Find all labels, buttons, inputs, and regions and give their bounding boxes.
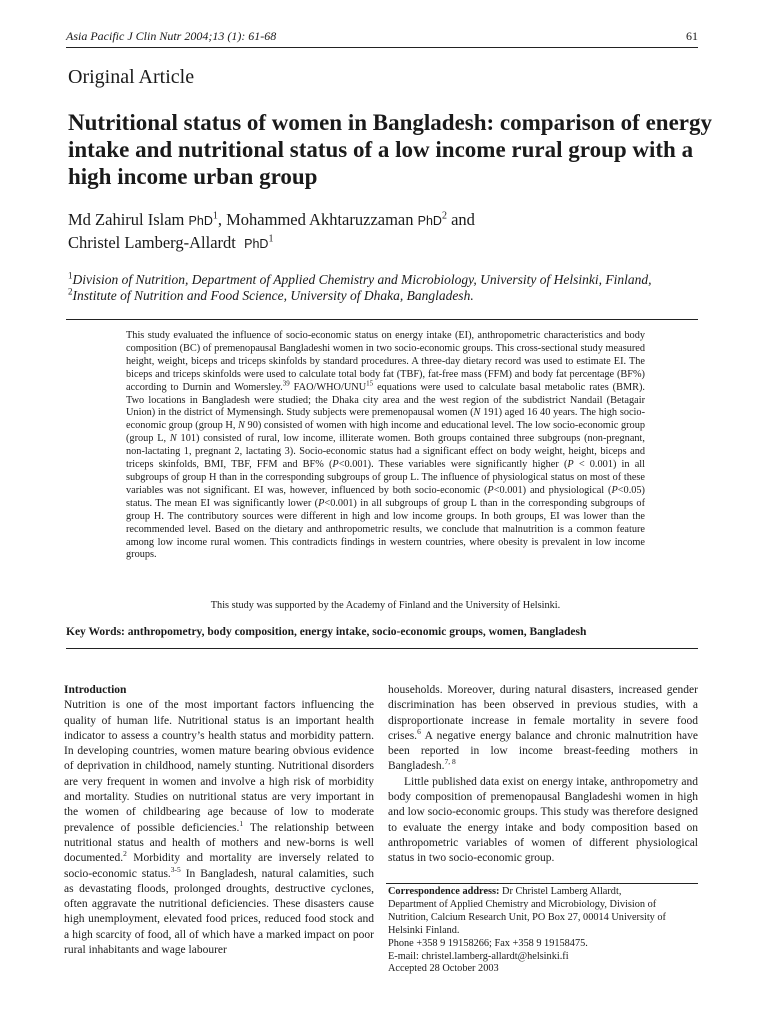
abstract-run: <0.001) in all subgroups of group L than in the corresponding subgroups of group H. The contributory sources were different in high and low income groups. In both groups, EI was lower than the recommended level. Based on the dietary and anthropometric results, we conclude that malnutrition is a common feature among low income rural women. This contradicts findings in western countries, where obesity is prevalent in low income groups. [126,497,646,561]
stat-symbol: P [567,459,574,471]
affiliation-marker: 1 [68,270,73,281]
affiliation-text: Institute of Nutrition and Food Science, University of Dhaka, Bangladesh. [72,287,474,303]
author-degree: PhD [417,214,442,228]
author-list: Md Zahirul Islam PhD$^1$, Mohammed Akhtaruzzaman PhD$^2$ and Christel Lamberg-Allardt PhD$^1$ [68,210,475,252]
page-number: 61 [686,29,698,43]
citation-ref: 2 [123,849,127,859]
abstract-run: <0.001) and physiological ( [493,484,612,496]
body-run: A negative energy balance and chronic malnutrition have been reported in low income breast-feeding mothers in Bangladesh. [388,729,698,773]
header-rule [66,47,698,48]
affiliations [68,272,708,303]
section-heading: Introduction [64,684,127,696]
affiliation-marker: 1 [212,210,218,222]
running-head [66,29,698,47]
affiliation-line [68,272,708,288]
stat-symbol: P [332,459,339,471]
abstract [126,330,645,562]
body-paragraph: Little published data exist on energy intake, anthropometry and body composition of premenopausal Bangladeshi women in high and low socio-economic groups. This study was therefore designed to evaluate the energy intake and body composition based on anthropometric variables of women of different physiological status in two socio-economic group. [388,775,698,865]
correspondence-rule [386,883,698,884]
affiliation-line [68,288,708,304]
correspondence-line [388,886,698,899]
author-name: Mohammed Akhtaruzzaman [226,210,414,229]
citation-ref: 6 [417,727,421,737]
abstract-run: <0.001). These variables were significantly higher ( [338,459,568,471]
abstract-run: <0.05) status. The mean EI was significantly lower ( [126,484,645,509]
abstract-run: This study evaluated the influence of socio-economic status on energy intake (EI), anthropometric characteristics and body composition (BC) of premenopausal Bangladeshi women in two socio-economic groups. This cross-sectional study measured height, weight, biceps and triceps skinfolds by standard procedures. A three-day dietary record was used to estimate EI. The biceps and triceps skinfolds were used to calculate total body fat (TBF), fat-free mass (FFM) and body fat percentage (BF%) according to Durnin and Womersley. [126,330,645,393]
correspondence-address: Department of Applied Chemistry and Microbiology, Division of Nutrition, Calcium Research Unit, PO Box 27, 00014 University of Helsinki Finland. [388,898,666,936]
citation-ref: 3-5 [170,864,181,874]
keywords: Key Words: anthropometry, body composition, energy intake, socio-economic groups, women, Bangladesh [66,626,587,638]
body-run: The relationship between nutritional status and health of mothers and new-borns is well documented. [64,821,375,865]
affiliation-marker: 1 [268,233,274,245]
author-degree: PhD [244,237,269,251]
correspondence-phone: Phone +358 9 19158266; Fax +358 9 19158475. [388,937,588,949]
body-run: households. Moreover, during natural disasters, increased gender discrimination has been observed in previous studies, with a disproportionate increase in female mortality in severe food crises. [388,684,698,742]
citation-ref: 39 [282,379,290,388]
body-column-right [388,683,698,867]
abstract-run: equations were used to calculate basal metabolic rates (BMR). Two locations in Bangladesh were studied; the Dhaka city area and the west region of the subdistrict Nandail (Betagair Union) in the district of Mymensingh. Study subjects were premenopausal women ( [126,381,646,419]
abstract-run: 90) consisted of women with high income and educational level. The low socio-economic group (group L, [126,420,645,445]
citation-ref: 1 [239,818,244,828]
author-name: Md Zahirul Islam [68,210,185,229]
stat-symbol: P [611,484,618,496]
abstract-run: 101) consisted of rural, low income, illiterate women. Both groups contained three subgroups (non-pregnant, non-lactating 1, pregnant 2, lactating 3). Socio-economic status had a significant effect on body weight, height, biceps and triceps skinfolds, BMI, TBF, FFM and BF% ( [126,433,645,471]
body-column-left [64,683,374,958]
author-degree: PhD [188,214,213,228]
accepted-date: Accepted 28 October 2003 [388,963,499,975]
article-title: Nutritional status of women in Bangladesh: comparison of energy intake and nutritional status of a low income rural group with a high income urban group [68,110,713,189]
article-type: Original Article [68,66,195,88]
abstract-text [126,330,645,562]
body-paragraph [388,683,698,775]
stat-symbol: P [318,497,325,509]
stat-symbol: P [487,484,494,496]
stat-symbol: N [473,407,481,419]
citation-ref: 7, 8 [444,757,456,767]
correspondence-name: Dr Christel Lamberg Allardt, [499,886,622,897]
affiliation-marker: 2 [68,286,73,296]
stat-symbol: N [238,420,245,432]
body-paragraph [64,698,374,958]
abstract-run: < 0.001) in all subgroups of group H than in the corresponding subgroups of group L. The influence of physiological status on most of these variables was not significant. EI was, however, influenced by both socio-economic ( [126,459,645,496]
affiliation-text: Division of Nutrition, Department of Applied Chemistry and Microbiology, University of Helsinki, Finland, [72,272,652,287]
body-run: In Bangladesh, natural calamities, such as devastating floods, prolonged droughts, destructive cyclones, often aggravate the nutritional deficiencies. These disasters cause high unemployment, elevated food prices, reduced food stock and a high scarcity of food, all of which have a marked impact on poor rural inhabitants and wage labourer [64,867,374,957]
abstract-run: FAO/WHO/UNU [289,381,367,393]
abstract-run: 191) aged 16 40 years. The high socio-economic group (group H, [126,407,645,432]
author-conjunction: and [451,210,475,229]
citation-ref: 15 [366,379,374,388]
correspondence-email[interactable]: E-mail: christel.lamberg-allardt@helsinki.fi [388,950,569,962]
correspondence-label: Correspondence address: [388,886,500,897]
body-run: Morbidity and mortality are inversely related to socio-economic status. [64,852,374,880]
correspondence-box [388,886,698,976]
body-run: Nutrition is one of the most important factors influencing the quality of human life. Nutritional status is an important health indicator to assess a country’s health status and morbidity pattern. In developing countries, women mature bearing obvious evidence of deprivation in childhood, namely stunting. Nutritional disorders are very frequent in women and involve a high risk of morbidity and mortality. Studies on nutritional status are very important in the women of childbearing age because of low to moderate prevalence of possible deficiencies. [64,699,374,834]
section-rule [66,319,698,320]
funding-statement: This study was supported by the Academy of Finland and the University of Helsinki. [210,600,561,611]
journal-citation: Asia Pacific J Clin Nutr 2004;13 (1): 61-68 [66,29,277,43]
affiliation-marker: 2 [441,210,447,222]
section-rule [66,648,698,649]
author-name: Christel Lamberg-Allardt [68,233,236,252]
stat-symbol: N [169,433,177,445]
